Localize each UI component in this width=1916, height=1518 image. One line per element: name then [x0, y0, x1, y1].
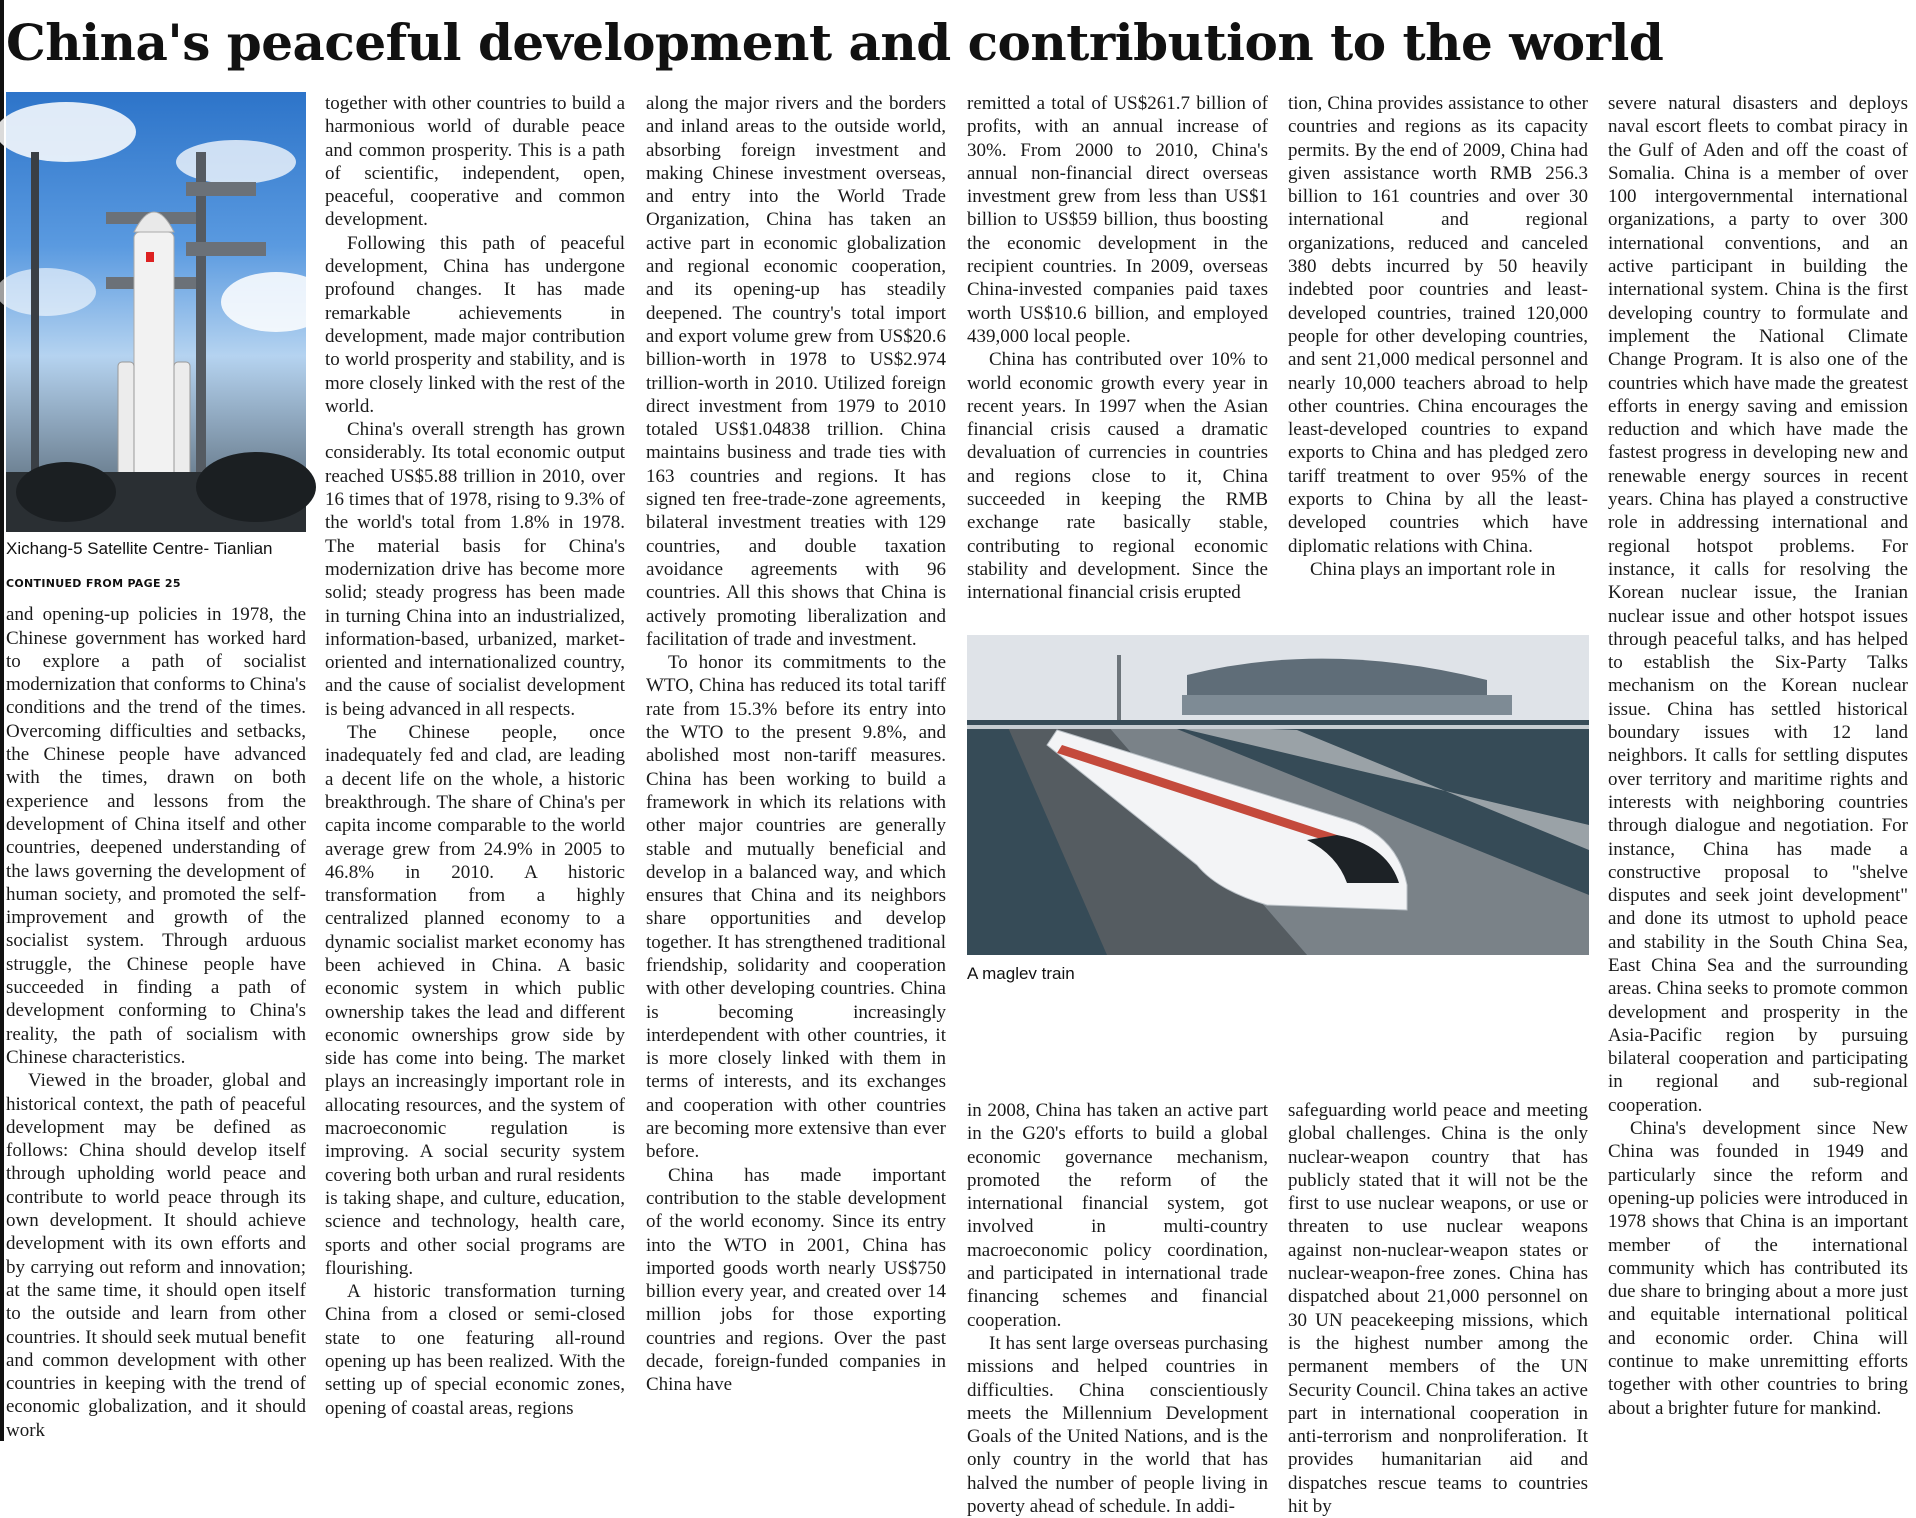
- paragraph: and opening-up policies in 1978, the Chinese government has worked hard to explore a path of socialist modernization that conforms to China's conditions and the trend of the times. Overcoming difficulties and setbacks, the Chinese people have advanced with the times, drawn on both experience and lessons from the development of China itself and other countries, deepened understanding of the laws governing the development of human society, and promoted the self-improvement and growth of the socialist system. Through arduous struggle, the Chinese people have succeeded in finding a path of development conforming to China's reality, the path of socialism with Chinese characteristics.: [6, 604, 306, 1068]
- rocket-photo-caption: Xichang-5 Satellite Centre- Tianlian: [6, 539, 273, 558]
- paragraph: safeguarding world peace and meeting global challenges. China is the only nuclear-weapon country that has publicly stated that it will not be the first to use nuclear weapons, or use or threaten to use nuclear weapons against non-nuclear-weapon states or nuclear-weapon-free zones. China has dispatched about 21,000 personnel on 30 UN peacekeeping missions, which is the highest number among the permanent members of the UN Security Council. China takes an active part in international cooperation in anti-terrorism and nonproliferation. It provides humanitarian aid and dispatches rescue teams to countries hit by: [1288, 1100, 1588, 1518]
- article-headline: China's peaceful development and contribution to the world: [6, 13, 1664, 72]
- paragraph: China's development since New China was founded in 1949 and particularly since the reform and opening-up policies were introduced in 1978 shows that China is an important member of the international community which has contributed its due share to bringing about a more just and equitable international political and economic order. China will continue to make unremitting efforts together with other countries to bring about a brighter future for mankind.: [1608, 1118, 1908, 1419]
- column-4-upper-text: [967, 92, 1268, 602]
- paragraph: remitted a total of US$261.7 billion of profits, with an annual increase of 30%. From 2000 to 2010, China's annual non-financial direct overseas investment grew from less than US$1 billion to US$59 billion, thus boosting the economic development in the recipient countries. In 2009, overseas China-invested companies paid taxes worth US$10.6 billion, and employed 439,000 local people.: [967, 93, 1268, 347]
- paragraph: in 2008, China has taken an active part in the G20's efforts to build a global economic governance mechanism, promoted the reform of the international financial system, got involved in multi-country macroeconomic policy coordination, and participated in international trade financing schemes and financial cooperation.: [967, 1100, 1268, 1331]
- paragraph: China plays an important role in: [1310, 558, 1556, 580]
- paragraph: China has made important contribution to the stable development of the world economy. Since its entry into the WTO in 2001, China has imported goods worth nearly US$750 billion every year, and created over 14 million jobs for those exporting countries and regions. Over the past decade, foreign-funded companies in China have: [646, 1164, 946, 1396]
- paragraph: severe natural disasters and deploys naval escort fleets to combat piracy in the Gulf of Aden and off the coast of Somalia. China is a member of over 100 intergovernmental international organizations, a party to over 300 international conventions, and an active participant in building the international system. China is the first developing country to formulate and implement the National Climate Change Program. It is also one of the countries which have made the greatest efforts in energy saving and emission reduction and which have made the fastest progress in developing new and renewable energy sources in recent years. China has played a constructive role in addressing international and regional hotspot problems. For instance, it calls for resolving the Korean nuclear issue, the Iranian nuclear issue and other hotspot issues through peaceful talks, and has helped to establish the Six-Party Talks mechanism on the Korean nuclear issue. China has settled historical boundary issues with 12 land neighbors. It calls for settling disputes over territory and maritime rights and interests with neighboring countries through dialogue and negotiation. For instance, China has made a constructive proposal to "shelve disputes and seek joint development" and done its utmost to uphold peace and stability in the South China Sea, East China Sea and the surrounding areas. China seeks to promote common development and prosperity in the Asia-Pacific region by pursuing bilateral cooperation and participating in regional and sub-regional cooperation.: [1608, 93, 1908, 1116]
- paragraph: tion, China provides assistance to other countries and regions as its capacity permits. By the end of 2009, China had given assistance worth RMB 256.3 billion to 161 countries and over 30 international and regional organizations, reduced and canceled 380 debts incurred by 50 heavily indebted poor countries and least-developed countries, trained 120,000 people for other developing countries, and sent 21,000 medical personnel and nearly 10,000 teachers abroad to help other countries. China encourages the least-developed countries to expand exports to China and has pledged zero tariff treatment to over 95% of the exports to China by all the least-developed countries which have diplomatic relations with China.: [1288, 93, 1588, 557]
- paragraph: A historic transformation turning China from a closed or semi-closed state to one featuring all-round opening up has been realized. With the setting up of special economic zones, opening of coastal areas, regions: [325, 1281, 625, 1419]
- rocket-illustration: [6, 92, 306, 532]
- paragraph: together with other countries to build a harmonious world of durable peace and common prosperity. This is a path of scientific, independent, open, peaceful, cooperative and common development.: [325, 93, 625, 231]
- article-column-1: [6, 92, 306, 1441]
- column-4-lower-text: [967, 1099, 1268, 1518]
- article-column-2: [325, 92, 625, 1437]
- column-5-upper-text: [1288, 92, 1588, 602]
- paragraph: Viewed in the broader, global and historical context, the path of peaceful development may be defined as follows: China should develop itself through upholding world peace and contribute to world peace through its own development. It should achieve development with its own efforts and by carrying out reform and innovation; at the same time, it should open itself to the outside and learn from other countries. It should seek mutual benefit and common development with other countries in keeping with the trend of economic globalization, and it should work: [6, 1070, 306, 1441]
- continued-from-label: CONTINUED FROM PAGE 25: [6, 577, 181, 590]
- paragraph: It has sent large overseas purchasing missions and helped countries in difficulties. China conscientiously meets the Millennium Development Goals of the United Nations, and is the only country in the world that has halved the number of people living in poverty ahead of schedule. In addi-: [967, 1332, 1268, 1518]
- paragraph: The Chinese people, once inadequately fed and clad, are leading a decent life on the whole, a historic breakthrough. The share of China's per capita income comparable to the world average grew from 24.9% in 2005 to 46.8% in 2010. A historic transformation from a highly centralized planned economy to a dynamic socialist market economy has been achieved in China. A basic economic system in which public ownership takes the lead and different economic ownerships grow side by side has come into being. The market plays an increasingly important role in allocating resources, and the system of macroeconomic regulation is improving. A social security system covering both urban and rural residents is taking shape, and culture, education, science and technology, health care, sports and other social programs are flourishing.: [325, 722, 625, 1279]
- article-column-3: [646, 92, 946, 1437]
- paragraph: China's overall strength has grown considerably. Its total economic output reached US$5.88 trillion in 2010, over 16 times that of 1978, rising to 9.3% of the world's total from 1.8% in 1978. The material basis for China's modernization drive has become more solid; steady progress has been made in turning China into an industrialized, information-based, urbanized, market-oriented and internationalized country, and the cause of socialist development is being advanced in all respects.: [325, 419, 625, 720]
- paragraph: To honor its commitments to the WTO, China has reduced its total tariff rate from 15.3% before its entry into the WTO to the present 9.8%, and abolished most non-tariff measures. China has been working to build a framework in which its relations with other major countries are generally stable and mutually beneficial and develop in a balanced way, and which ensures that China and its neighbors share opportunities and develop together. It has strengthened traditional friendship, solidarity and cooperation with other developing countries. China is becoming increasingly interdependent with other countries, it is more closely linked with them in terms of interests, and its exchanges and cooperation with other countries are becoming more extensive than ever before.: [646, 652, 946, 1163]
- paragraph: along the major rivers and the borders and inland areas to the outside world, absorbing foreign investment and making Chinese investment overseas, and entry into the World Trade Organization, China has taken an active part in economic globalization and regional economic cooperation, and its opening-up has steadily deepened. The country's total import and export volume grew from US$20.6 billion-worth in 1978 to US$2.974 trillion-worth in 2010. Utilized foreign direct investment from 1979 to 2010 totaled US$1.04838 trillion. China maintains business and trade ties with 163 countries and regions. It has signed ten free-trade-zone agreements, bilateral investment treaties with 129 countries, and double taxation avoidance agreements with 96 countries. All this shows that China is actively promoting liberalization and facilitation of trade and investment.: [646, 93, 946, 650]
- maglev-photo-caption: A maglev train: [967, 964, 1075, 983]
- rocket-launch-photo: [6, 92, 306, 532]
- left-border-rule: [0, 0, 4, 1441]
- maglev-train-illustration: [967, 635, 1589, 955]
- article-column-6: [1608, 92, 1908, 1437]
- paragraph: China has contributed over 10% to world economic growth every year in recent years. In 1997 when the Asian financial crisis caused a dramatic devaluation of currencies in countries and regions close to it, China succeeded in keeping the RMB exchange rate basically stable, contributing to regional economic stability and development. Since the international financial crisis erupted: [967, 349, 1268, 604]
- maglev-train-photo: [967, 635, 1589, 955]
- paragraph: Following this path of peaceful development, China has undergone profound changes. It has made remarkable achievements in development, made major contribution to world prosperity and stability, and is more closely linked with the rest of the world.: [325, 232, 625, 417]
- column-5-lower-text: [1288, 1099, 1588, 1518]
